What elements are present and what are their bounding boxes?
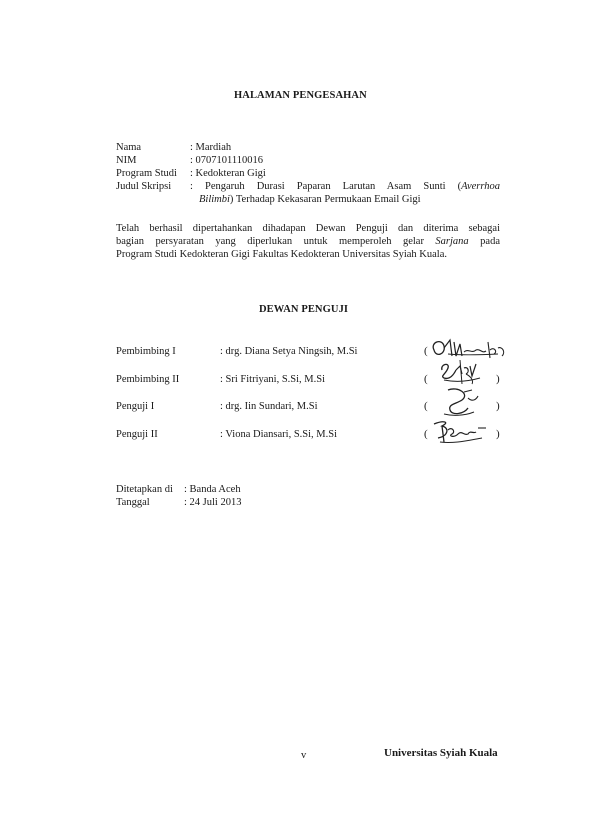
statement-text-3: Program Studi Kedokteran Gigi Fakultas Kedokteran Universitas Syiah Kuala. [116,249,447,260]
examiner-name-4: : Viona Diansari, S.Si, M.Si [220,429,338,440]
statement-italic: Sarjana [435,236,469,247]
paren-close-3: ) [496,400,500,412]
judul-italic-b: Bilimbi [199,194,230,205]
paren-open-2: ( [424,373,428,385]
judul-text-b: ) Terhadap Kekasaran Permukaan Email Gigi [229,194,421,205]
page-title: HALAMAN PENGESAHAN [234,90,367,101]
prodi-label: Program Studi [116,168,177,179]
nim-label: NIM [116,155,137,166]
dewan-title: DEWAN PENGUJI [259,304,349,315]
statement-text-2a: bagian persyaratan yang diperlukan untuk memperoleh gelar [116,236,436,247]
statement-line-2 [116,235,500,248]
prodi-value: : Kedokteran Gigi [190,168,266,179]
paren-close-4: ) [496,428,500,440]
signature-2 [436,356,492,386]
paren-close-2: ) [496,373,500,385]
signature-4 [430,414,496,446]
judul-line-2 [199,193,421,206]
examiner-role-1: Pembimbing I [116,346,176,357]
judul-line-1 [190,180,500,193]
statement-text-2b: pada [468,236,500,247]
footer-institution: Universitas Syiah Kuala [384,747,498,759]
judul-text-a: : Pengaruh Durasi Paparan Larutan Asam Sunti ( [190,181,462,192]
paren-open-1: ( [424,345,428,357]
examiner-role-3: Penguji I [116,401,155,412]
statement-text-1: Telah berhasil dipertahankan dihadapan Dewan Penguji dan diterima sebagai [116,223,500,234]
examiner-name-2: : Sri Fitriyani, S.Si, M.Si [220,374,326,385]
tanggal-value: : 24 Juli 2013 [184,497,242,508]
nama-label: Nama [116,142,142,153]
ditetapkan-value: : Banda Aceh [184,484,241,495]
nim-value: : 0707101110016 [190,155,264,166]
judul-label: Judul Skripsi [116,181,172,192]
judul-italic-a: Averrhoa [461,181,500,192]
ditetapkan-label: Ditetapkan di [116,484,173,495]
paren-open-3: ( [424,400,428,412]
tanggal-label: Tanggal [116,497,150,508]
examiner-role-2: Pembimbing II [116,374,180,385]
signature-3 [438,384,482,418]
statement-line-1 [116,222,500,235]
nama-value: : Mardiah [190,142,232,153]
examiner-name-3: : drg. Iin Sundari, M.Si [220,401,318,412]
examiner-name-1: : drg. Diana Setya Ningsih, M.Si [220,346,358,357]
page-number: v [301,750,307,761]
paren-open-4: ( [424,428,428,440]
examiner-role-4: Penguji II [116,429,158,440]
